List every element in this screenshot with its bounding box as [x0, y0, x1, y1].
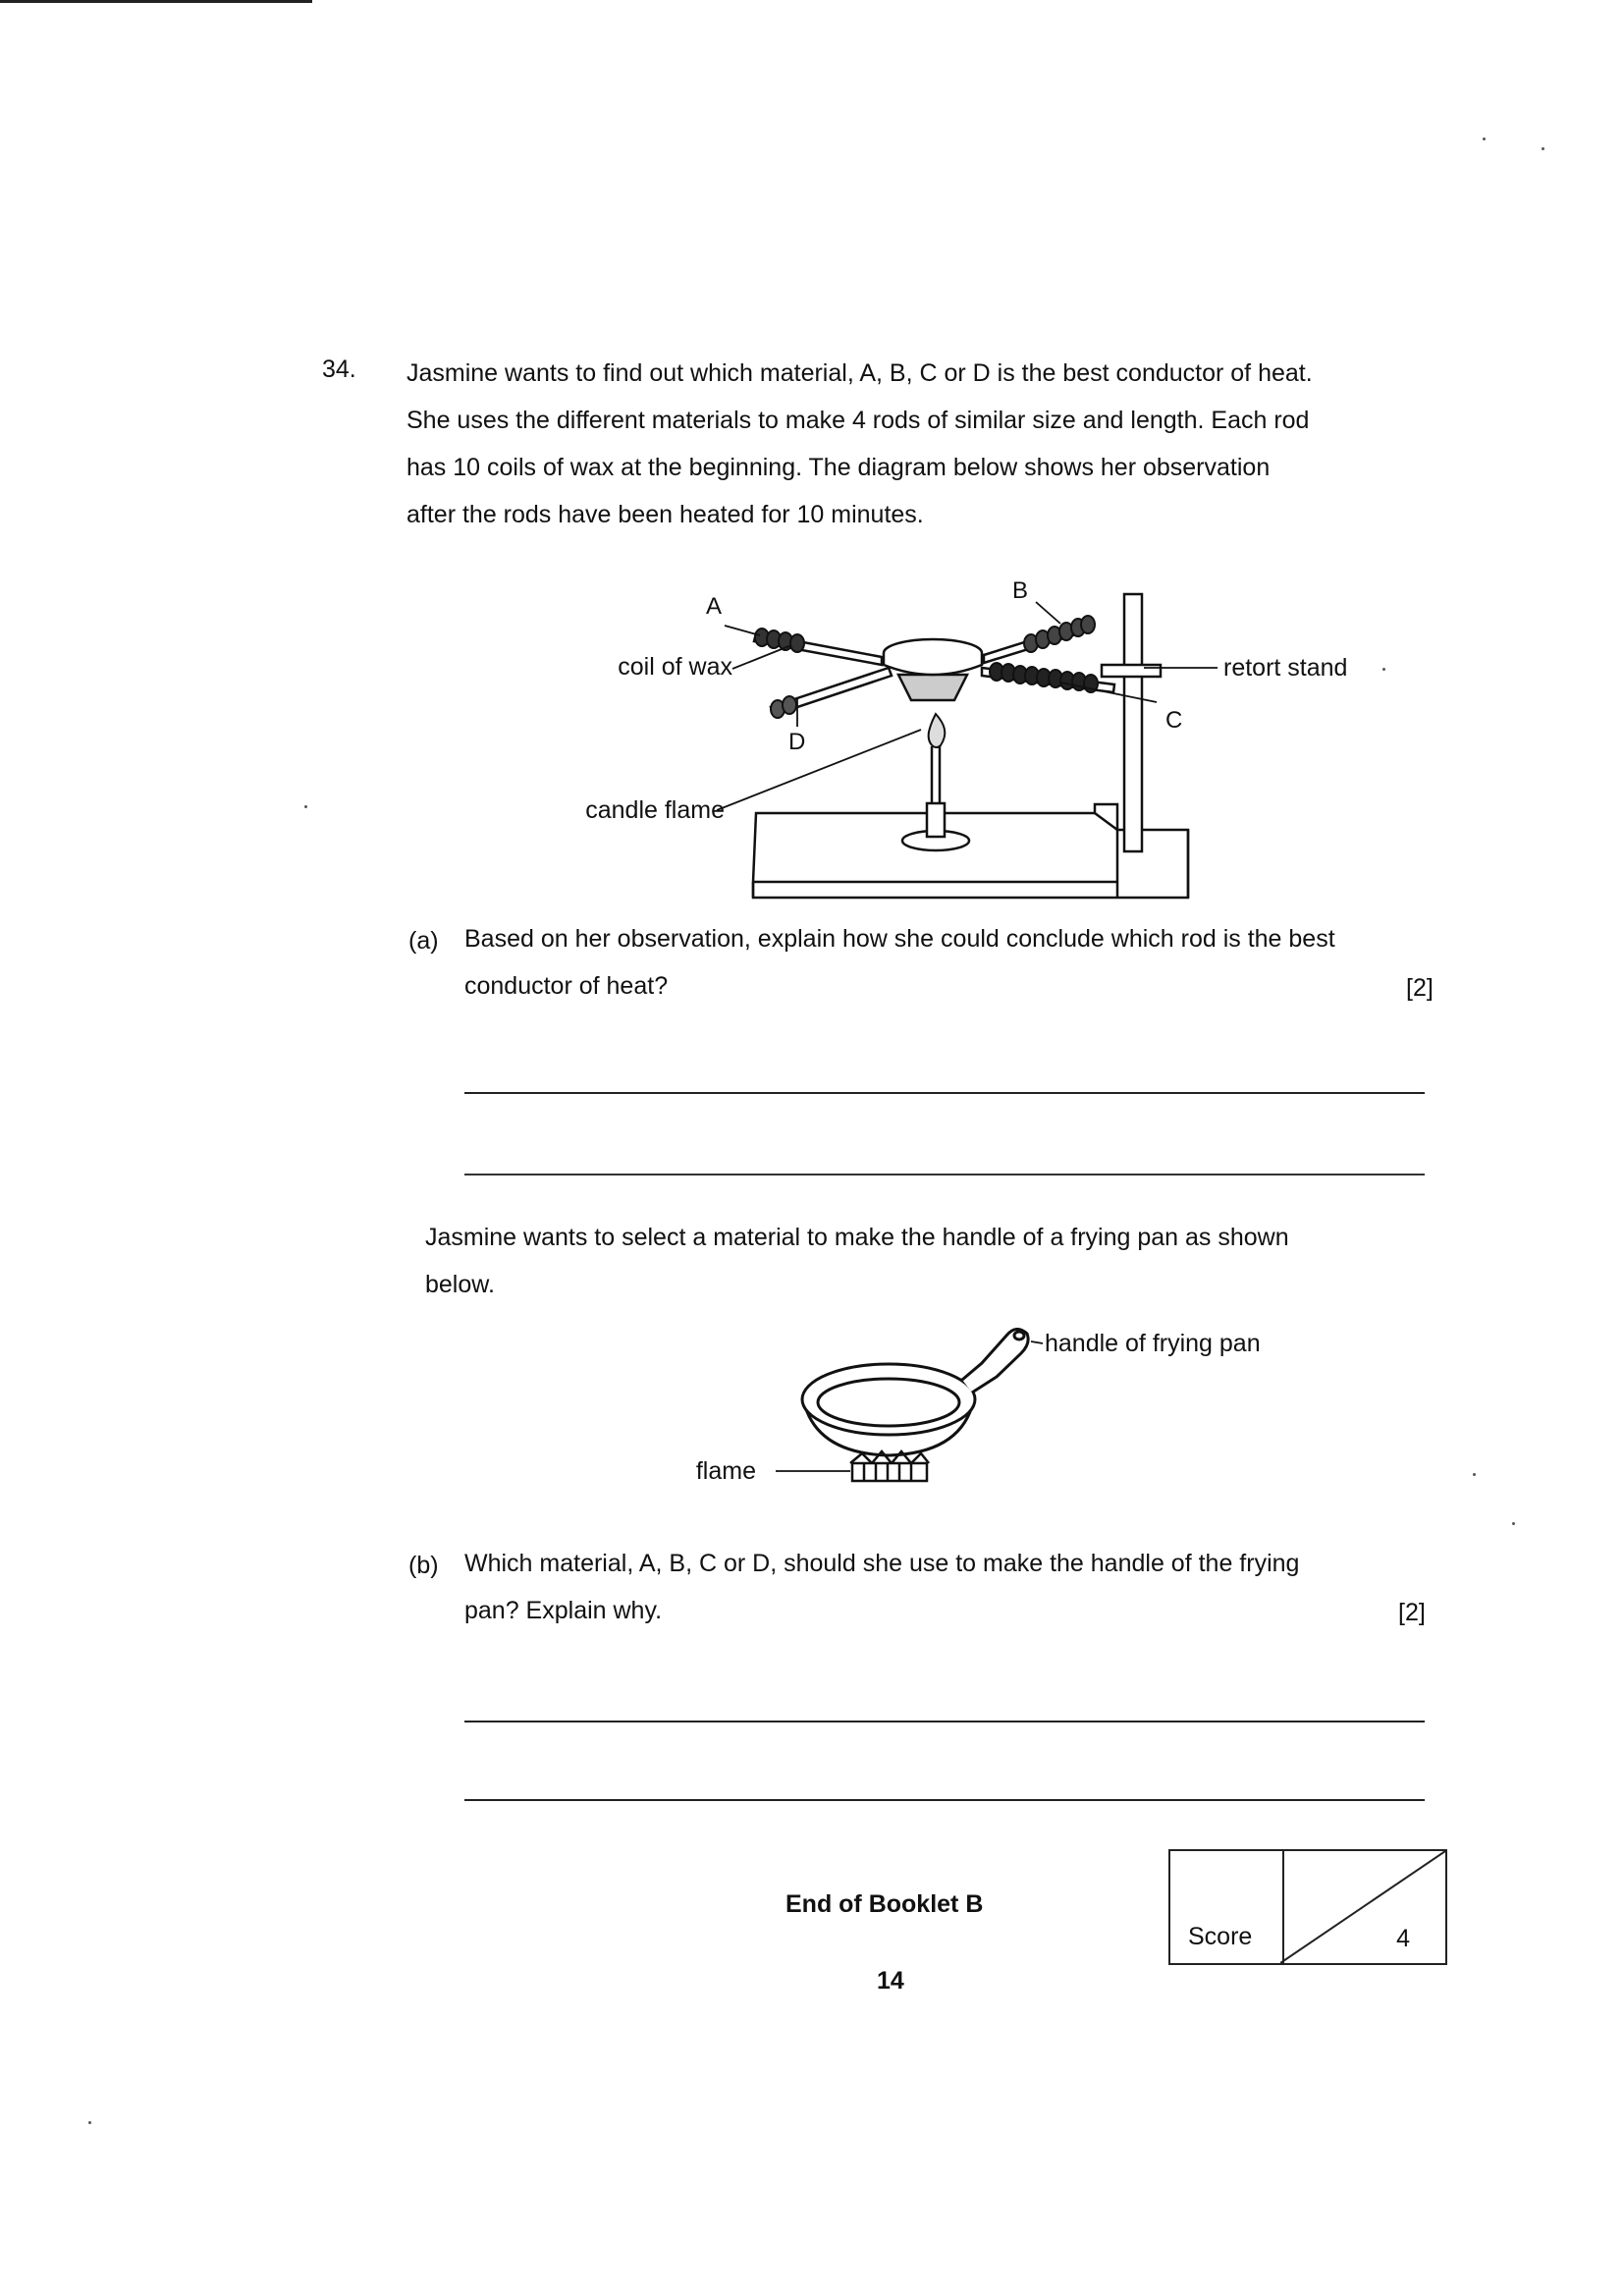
part-a-line: conductor of heat? — [464, 972, 669, 1000]
part-b-line: Which material, A, B, C or D, should she use to make the handle of the frying — [464, 1550, 1300, 1577]
wax-coils-a — [755, 629, 804, 652]
score-label: Score — [1188, 1923, 1253, 1950]
candle-flame-label: candle flame — [585, 796, 725, 824]
rod-label-d: D — [788, 729, 806, 755]
heat-conduction-diagram — [550, 574, 1384, 908]
answer-line-b2[interactable] — [464, 1799, 1425, 1801]
page-number: 14 — [877, 1967, 904, 1995]
answer-line-a2[interactable] — [464, 1174, 1425, 1175]
part-a-question — [464, 915, 1446, 1010]
scan-speck — [1473, 1473, 1476, 1476]
question-intro-line: She uses the different materials to make 4 rods of similar size and length. Each rod — [406, 407, 1310, 434]
candle-flame-shape — [929, 714, 946, 747]
scan-speck — [1483, 137, 1486, 140]
frying-pan — [802, 1329, 1028, 1455]
score-diagonal — [1280, 1851, 1445, 1963]
coil-of-wax-label: coil of wax — [618, 653, 732, 681]
frying-pan-intro-line: below. — [425, 1271, 495, 1298]
question-intro-line: after the rods have been heated for 10 minutes. — [406, 501, 924, 528]
part-a-line: Based on her observation, explain how she could conclude which rod is the best — [464, 925, 1335, 953]
retort-stand — [1102, 594, 1161, 851]
answer-line-a1[interactable] — [464, 1092, 1425, 1094]
stand-base — [753, 804, 1188, 898]
part-b-marks: [2] — [1398, 1599, 1426, 1626]
rod-label-b: B — [1011, 577, 1028, 604]
question-intro — [406, 350, 1437, 538]
part-b-label: (b) — [408, 1552, 439, 1579]
central-disc — [884, 639, 982, 700]
rod-label-c: C — [1165, 707, 1183, 734]
answer-line-b1[interactable] — [464, 1721, 1425, 1722]
wax-coils-b — [1024, 616, 1095, 652]
wax-coils-d — [771, 696, 796, 718]
frying-pan-intro — [425, 1214, 1436, 1308]
score-label-cell — [1168, 1849, 1284, 1965]
part-a-label: (a) — [408, 927, 439, 955]
part-b-line: pan? Explain why. — [464, 1597, 663, 1624]
handle-label: handle of frying pan — [1045, 1330, 1261, 1357]
score-box — [1168, 1849, 1447, 1963]
scan-speck — [1382, 668, 1385, 671]
part-a-marks: [2] — [1406, 974, 1434, 1002]
candle — [902, 746, 969, 850]
question-intro-line: has 10 coils of wax at the beginning. The diagram below shows her observation — [406, 454, 1271, 481]
frying-pan-diagram — [677, 1306, 1326, 1522]
score-total: 4 — [1396, 1925, 1410, 1952]
scan-speck — [1512, 1522, 1515, 1525]
scan-speck — [304, 805, 307, 808]
scan-speck — [1542, 147, 1544, 150]
part-b-question — [464, 1540, 1446, 1634]
wax-coils-c — [990, 663, 1098, 692]
end-of-booklet-note: End of Booklet B — [785, 1890, 984, 1918]
score-value-cell[interactable] — [1280, 1849, 1447, 1965]
flame-label: flame — [695, 1457, 756, 1485]
retort-stand-label: retort stand — [1223, 654, 1348, 682]
frying-pan-intro-line: Jasmine wants to select a material to make the handle of a frying pan as shown — [425, 1224, 1289, 1251]
scan-speck — [88, 2121, 91, 2124]
top-rule — [0, 0, 312, 3]
question-number: 34. — [322, 355, 356, 383]
rod-label-a: A — [705, 593, 722, 620]
question-intro-line: Jasmine wants to find out which material, A, B, C or D is the best conductor of heat. — [406, 359, 1313, 387]
